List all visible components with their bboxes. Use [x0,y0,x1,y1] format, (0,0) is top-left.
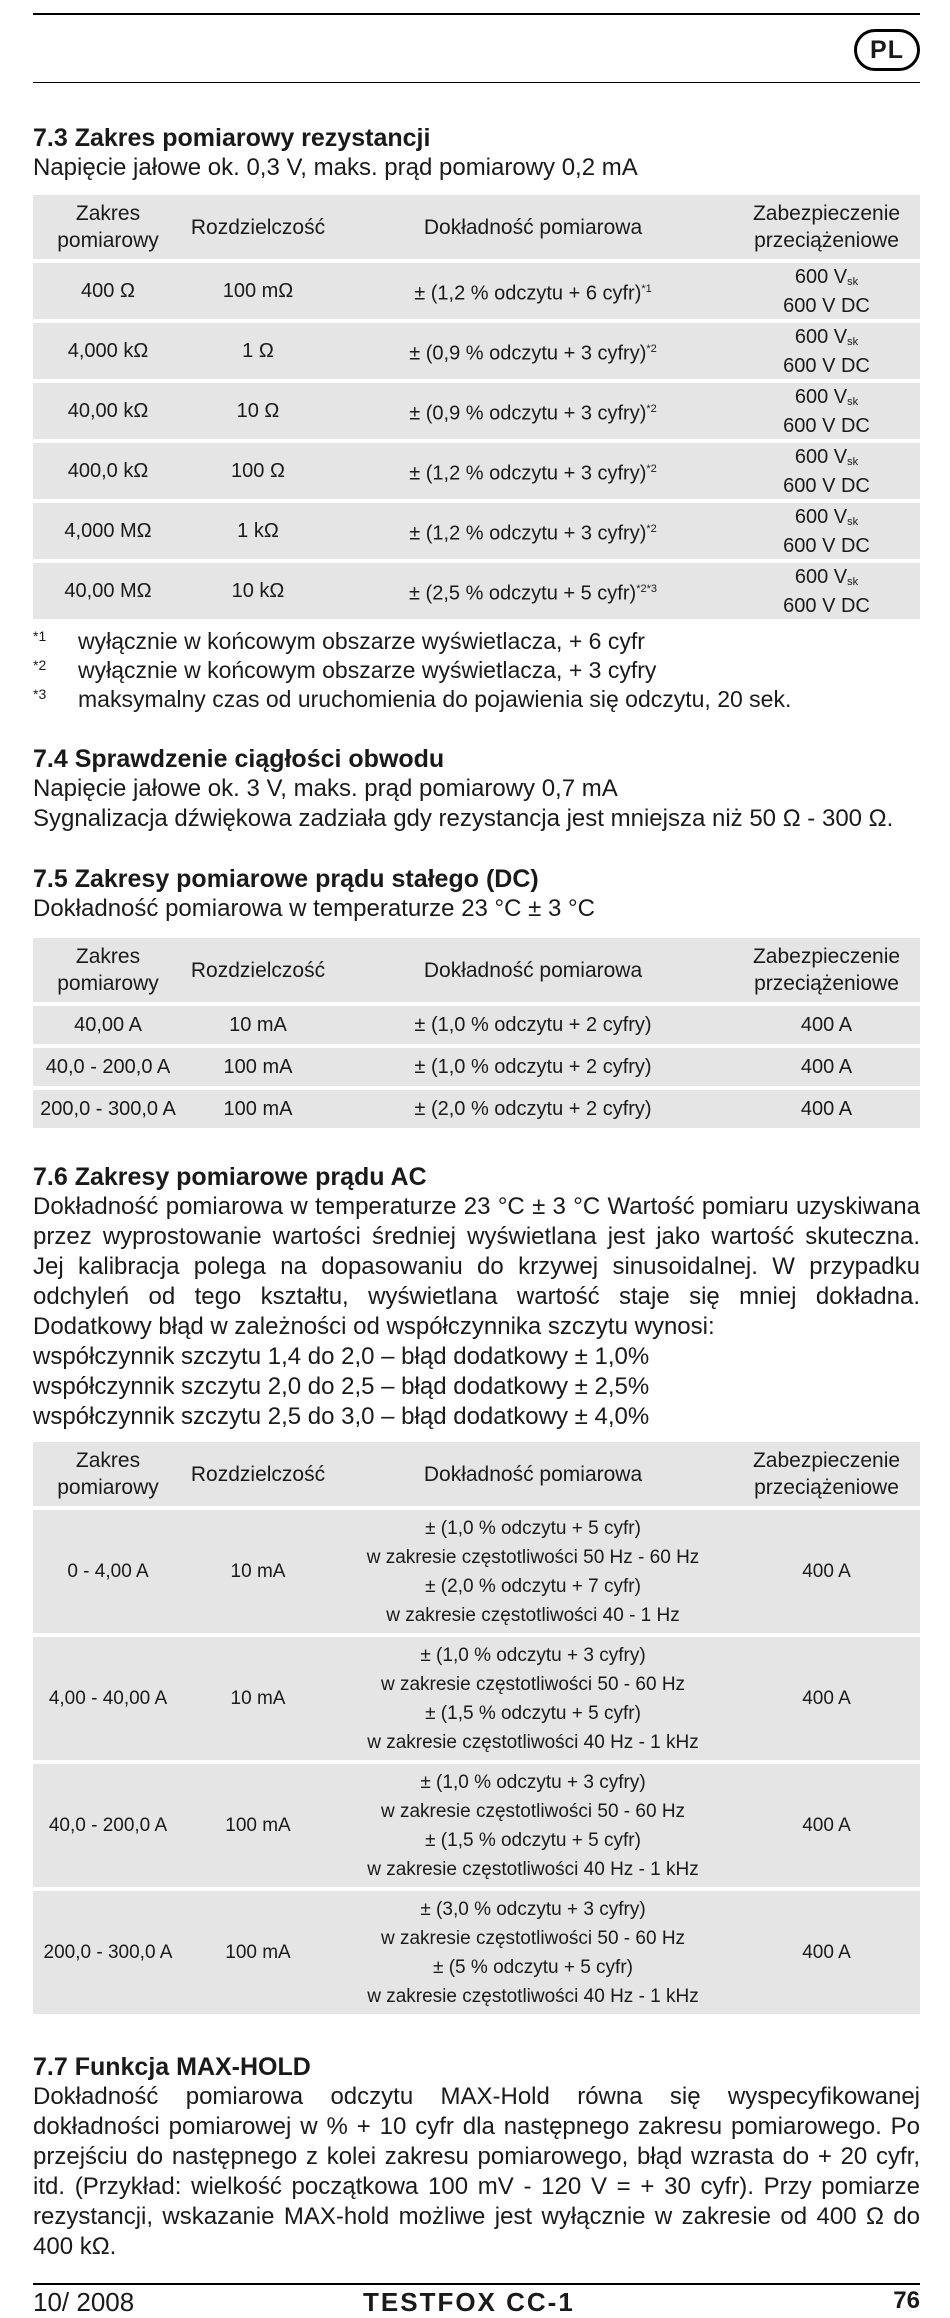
accuracy-text: ± (2,5 % odczytu + 5 cyfr) [409,582,637,605]
accuracy-text: ± (0,9 % odczytu + 3 cyfry) [409,342,647,365]
footer-date: 10/ 2008 [33,2287,135,2317]
accuracy-line: ± (1,0 % odczytu + 5 cyfr) [425,1517,641,1539]
protection-line [733,565,920,594]
accuracy-line: w zakresie częstotliwości 50 - 60 Hz [380,1800,686,1822]
crest-factor-line: współczynnik szczytu 1,4 do 2,0 – błąd dodatkowy ± 1,0% [33,1343,650,1370]
col-header-range: Zakres pomiarowy [33,1442,183,1506]
accuracy-line: ± (1,5 % odczytu + 5 cyfr) [425,1829,641,1851]
cell-resolution: 1 Ω [183,323,333,379]
accuracy-line: w zakresie częstotliwości 40 - 1 Hz [386,1604,680,1626]
cell-protection: 400 A [733,1006,920,1044]
table-row [33,323,920,379]
accuracy-text: ± (0,9 % odczytu + 3 cyfry) [409,402,647,425]
crest-factor-line: współczynnik szczytu 2,5 do 3,0 – błąd dodatkowy ± 4,0% [33,1403,650,1430]
section-text: Sygnalizacja dźwiękowa zadziała gdy rezystancja jest mniejsza niż 50 Ω - 300 Ω. [33,805,894,832]
footnote-mark: *2 [33,657,47,673]
protection-line [733,265,920,294]
section-title: 7.5 Zakresy pomiarowe prądu stałego (DC) [33,865,539,893]
cell-accuracy [333,1891,733,2014]
protection-value: 600 V [794,265,848,288]
col-header-protection: Zabezpieczenie przeciążeniowe [733,938,920,1002]
cell-resolution: 10 kΩ [183,563,333,619]
cell-resolution: 1 kΩ [183,503,333,559]
protection-subscript: sk [847,335,859,348]
section-resistance [33,123,920,714]
cell-range: 200,0 - 300,0 A [33,1090,183,1128]
protection-subscript: sk [847,575,859,588]
cell-accuracy: ± (1,0 % odczytu + 2 cyfry) [333,1006,733,1044]
accuracy-text: ± (1,2 % odczytu + 3 cyfry) [409,522,647,545]
protection-line [733,505,920,534]
cell-accuracy: ± (2,0 % odczytu + 2 cyfry) [333,1090,733,1128]
header-rule [33,13,920,15]
table-row [33,383,920,439]
protection-line: 600 V DC [783,594,870,617]
col-header-protection: Zabezpieczenie przeciążeniowe [733,1442,920,1506]
footnote-ref: *2*3 [636,582,657,595]
accuracy-line: w zakresie częstotliwości 40 Hz - 1 kHz [367,1858,699,1880]
footnote-ref: *2 [646,402,657,415]
cell-range: 200,0 - 300,0 A [33,1891,183,2014]
cell-protection: 400 A [733,1510,920,1633]
footnote [33,656,920,685]
protection-line: 600 V DC [783,354,870,377]
col-header-resolution: Rozdzielczość [183,195,333,259]
protection-subscript: sk [847,455,859,468]
col-header-range: Zakres pomiarowy [33,938,183,1002]
cell-range: 400,0 kΩ [33,443,183,499]
cell-accuracy [333,563,733,619]
accuracy-line: w zakresie częstotliwości 50 - 60 Hz [380,1673,686,1695]
protection-line: 600 V DC [783,294,870,317]
table-row [33,443,920,499]
protection-subscript: sk [847,515,859,528]
footnote-ref: *2 [646,342,657,355]
protection-subscript: sk [847,275,859,288]
footnote [33,685,920,714]
cell-accuracy [333,263,733,319]
cell-range: 4,000 MΩ [33,503,183,559]
accuracy-line: ± (3,0 % odczytu + 3 cyfry) [420,1898,646,1920]
cell-protection [733,443,920,499]
section-title: 7.7 Funkcja MAX-HOLD [33,2053,311,2081]
footnote [33,627,920,656]
section-text: Napięcie jałowe ok. 3 V, maks. prąd pomiarowy 0,7 mA [33,775,618,802]
cell-accuracy [333,1637,733,1760]
cell-range: 40,00 MΩ [33,563,183,619]
section-text: Dokładność pomiarowa odczytu MAX-Hold równa się wyspecyfikowanej dokładności pomiarowej w % + 10 cyfr dla następnego zakresu pomiarowego. Po przejściu do następnego z kolei zakresu pomiarowego, błąd wzrasta do + 20 cyfr, itd. (Przykład: wielkość początkowa 100 mV - 120 V = + 30 cyfr). Przy pomiarze rezystancji, wskazanie MAX-hold możliwe jest wyłącznie w zakresie od 400 Ω do 400 kΩ. [33,2083,920,2260]
section-title: 7.4 Sprawdzenie ciągłości obwodu [33,745,445,773]
cell-protection [733,383,920,439]
table-row [33,563,920,619]
section-continuity [33,744,920,834]
cell-resolution: 10 mA [183,1637,333,1760]
footnote-mark: *1 [33,628,47,644]
page-content [33,123,920,2262]
footnotes [33,627,920,714]
page-number: 76 [893,2287,920,2314]
cell-accuracy [333,503,733,559]
cell-resolution: 10 mA [183,1510,333,1633]
protection-line [733,385,920,414]
cell-protection: 400 A [733,1090,920,1128]
cell-range: 40,00 A [33,1006,183,1044]
col-header-resolution: Rozdzielczość [183,1442,333,1506]
footnote-ref: *1 [641,282,652,295]
cell-resolution: 10 Ω [183,383,333,439]
cell-resolution: 100 mA [183,1048,333,1086]
section-title: 7.6 Zakresy pomiarowe prądu AC [33,1163,427,1191]
protection-line: 600 V DC [783,414,870,437]
cell-accuracy [333,323,733,379]
protection-value: 600 V [794,505,848,528]
cell-protection [733,263,920,319]
header-rule-bottom [33,82,920,83]
footer-rule [33,2283,920,2285]
table-row [33,1891,920,2014]
accuracy-line: ± (2,0 % odczytu + 7 cyfr) [425,1575,641,1597]
accuracy-line: w zakresie częstotliwości 40 Hz - 1 kHz [367,1985,699,2007]
protection-subscript: sk [847,395,859,408]
cell-protection [733,503,920,559]
cell-accuracy [333,443,733,499]
cell-protection: 400 A [733,1764,920,1887]
section-max-hold [33,2052,920,2262]
cell-range: 400 Ω [33,263,183,319]
cell-range: 4,00 - 40,00 A [33,1637,183,1760]
col-header-accuracy: Dokładność pomiarowa [333,195,733,259]
table-row [33,1764,920,1887]
cell-protection [733,323,920,379]
cell-protection [733,563,920,619]
col-header-range: Zakres pomiarowy [33,195,183,259]
section-dc-current [33,864,920,1132]
ac-current-table [33,1438,920,2018]
footnote-text: maksymalny czas od uruchomienia do pojawienia się odczytu, 20 sek. [78,686,792,712]
cell-range: 4,000 kΩ [33,323,183,379]
table-row [33,1090,920,1128]
section-ac-current [33,1162,920,2018]
cell-resolution: 100 Ω [183,443,333,499]
cell-resolution: 100 mA [183,1764,333,1887]
table-row [33,1006,920,1044]
accuracy-line: w zakresie częstotliwości 40 Hz - 1 kHz [367,1731,699,1753]
col-header-accuracy: Dokładność pomiarowa [333,1442,733,1506]
cell-resolution: 10 mA [183,1006,333,1044]
section-intro: Dokładność pomiarowa w temperaturze 23 °C ± 3 °C [33,895,595,922]
cell-range: 40,0 - 200,0 A [33,1764,183,1887]
page-footer [33,2287,920,2318]
cell-protection: 400 A [733,1891,920,2014]
accuracy-line: w zakresie częstotliwości 50 Hz - 60 Hz [366,1546,700,1568]
footnote-text: wyłącznie w końcowym obszarze wyświetlacza, + 6 cyfr [78,628,645,654]
accuracy-text: ± (1,2 % odczytu + 6 cyfr) [414,282,642,305]
cell-range: 40,00 kΩ [33,383,183,439]
protection-value: 600 V [794,565,848,588]
accuracy-line: ± (5 % odczytu + 5 cyfr) [433,1956,633,1978]
cell-resolution: 100 mA [183,1090,333,1128]
footnote-mark: *3 [33,686,47,702]
protection-value: 600 V [794,325,848,348]
protection-value: 600 V [794,385,848,408]
table-row [33,1048,920,1086]
resistance-table [33,191,920,623]
col-header-protection: Zabezpieczenie przeciążeniowe [733,195,920,259]
cell-accuracy [333,1510,733,1633]
protection-value: 600 V [794,445,848,468]
col-header-resolution: Rozdzielczość [183,938,333,1002]
cell-accuracy [333,1764,733,1887]
dc-current-table [33,934,920,1132]
cell-range: 0 - 4,00 A [33,1510,183,1633]
cell-resolution: 100 mΩ [183,263,333,319]
protection-line [733,325,920,354]
accuracy-line: ± (1,0 % odczytu + 3 cyfry) [420,1644,646,1666]
cell-resolution: 100 mA [183,1891,333,2014]
table-row [33,503,920,559]
section-intro: Napięcie jałowe ok. 0,3 V, maks. prąd pomiarowy 0,2 mA [33,154,638,181]
accuracy-text: ± (1,2 % odczytu + 3 cyfry) [409,462,647,485]
footer-product: TESTFOX CC-1 [363,2287,575,2317]
section-title: 7.3 Zakres pomiarowy rezystancji [33,124,431,152]
footnote-text: wyłącznie w końcowym obszarze wyświetlacza, + 3 cyfry [78,657,657,683]
accuracy-line: ± (1,0 % odczytu + 3 cyfry) [420,1771,646,1793]
protection-line: 600 V DC [783,534,870,557]
language-badge: PL [854,29,920,71]
cell-protection: 400 A [733,1048,920,1086]
cell-accuracy: ± (1,0 % odczytu + 2 cyfry) [333,1048,733,1086]
manual-page [33,0,920,2318]
accuracy-line: w zakresie częstotliwości 50 - 60 Hz [380,1927,686,1949]
section-text: Dokładność pomiarowa w temperaturze 23 °C ± 3 °C Wartość pomiaru uzyskiwana przez wyprostowanie wartości średniej wyświetlana jest jako wartość skuteczna. Jej kalibracja polega na dopasowaniu do krzywej sinusoidalnej. W przypadku odchyleń od tego kształtu, wyświetlana wartość staje się mniej dokładna. Dodatkowy błąd w zależności od współczynnika szczytu wynosi: [33,1193,920,1340]
table-row [33,1510,920,1633]
col-header-accuracy: Dokładność pomiarowa [333,938,733,1002]
protection-line: 600 V DC [783,474,870,497]
cell-range: 40,0 - 200,0 A [33,1048,183,1086]
accuracy-line: ± (1,5 % odczytu + 5 cyfr) [425,1702,641,1724]
table-row [33,263,920,319]
footnote-ref: *2 [646,522,657,535]
protection-line [733,445,920,474]
footnote-ref: *2 [646,462,657,475]
cell-accuracy [333,383,733,439]
cell-protection: 400 A [733,1637,920,1760]
crest-factor-line: współczynnik szczytu 2,0 do 2,5 – błąd dodatkowy ± 2,5% [33,1373,650,1400]
table-row [33,1637,920,1760]
